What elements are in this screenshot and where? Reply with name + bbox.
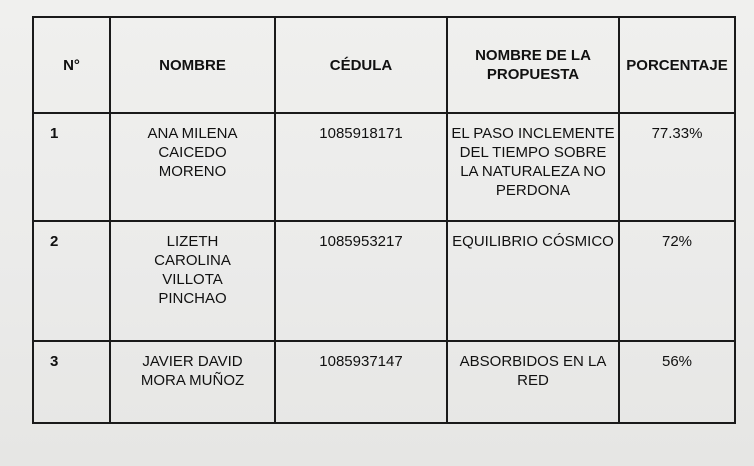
row-cedula: 1085937147 [275, 341, 447, 423]
row-porcentaje: 56% [619, 341, 735, 423]
row-cedula: 1085953217 [275, 221, 447, 341]
header-cedula: CÉDULA [275, 17, 447, 113]
row-cedula: 1085918171 [275, 113, 447, 221]
row-propuesta: ABSORBIDOS EN LA RED [447, 341, 619, 423]
header-nombre: NOMBRE [110, 17, 275, 113]
row-num: 3 [33, 341, 110, 423]
row-nombre: LIZETH CAROLINA VILLOTA PINCHAO [110, 221, 275, 341]
row-propuesta: EQUILIBRIO CÓSMICO [447, 221, 619, 341]
row-nombre: ANA MILENA CAICEDO MORENO [110, 113, 275, 221]
header-propuesta: NOMBRE DE LA PROPUESTA [447, 17, 619, 113]
row-num: 1 [33, 113, 110, 221]
row-propuesta: EL PASO INCLEMENTE DEL TIEMPO SOBRE LA NATURALEZA NO PERDONA [447, 113, 619, 221]
row-nombre: JAVIER DAVID MORA MUÑOZ [110, 341, 275, 423]
header-porcentaje: PORCENTAJE [619, 17, 735, 113]
table-header-row [33, 17, 735, 113]
header-num: N° [33, 17, 110, 113]
row-porcentaje: 72% [619, 221, 735, 341]
row-num: 2 [33, 221, 110, 341]
table-row [33, 341, 735, 423]
row-porcentaje: 77.33% [619, 113, 735, 221]
results-table [32, 16, 736, 424]
table-row [33, 221, 735, 341]
table-row [33, 113, 735, 221]
